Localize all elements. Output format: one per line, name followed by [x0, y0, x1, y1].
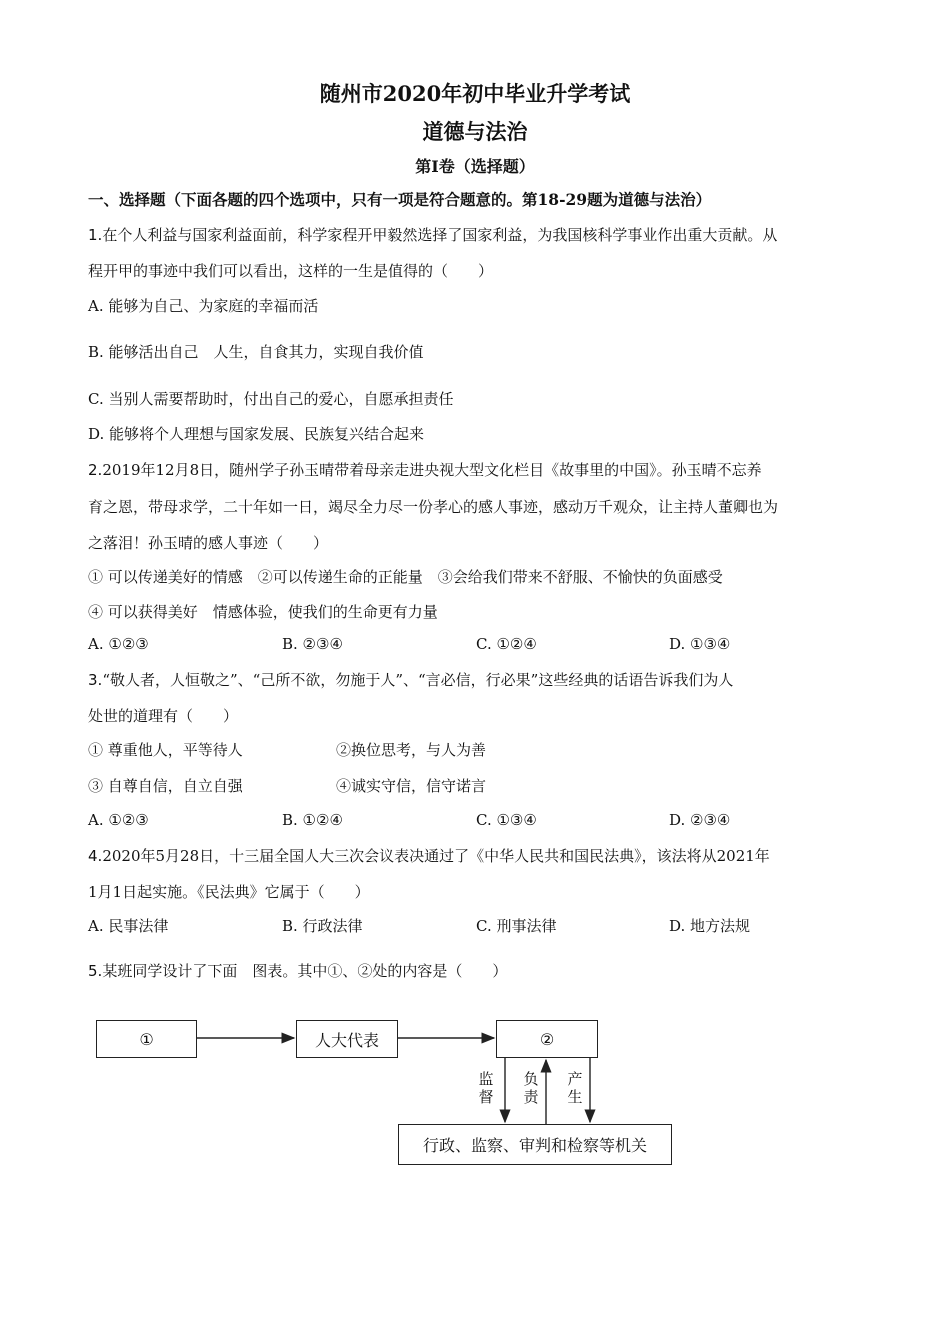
question-number: 4.: [88, 847, 103, 865]
question-text: 2019年12月8日，随州学子孙玉晴带着母亲走进央视大型文化栏目《故事里的中国》。孙玉晴不忘养: [102, 461, 762, 479]
choice-c: C. 刑事法律: [476, 917, 557, 935]
question-text: 某班同学设计了下面 图表。其中①、②处的内容是（ ）: [102, 962, 508, 980]
statement-3: ③ 自尊自信，自立自强: [88, 777, 243, 795]
choice-d: D. 地方法规: [669, 917, 751, 935]
question-text: “敬人者，人恒敬之”、“己所不欲，勿施于人”、“言必信，行必果”这些经典的话语告诉我们为人: [102, 671, 734, 689]
question-text-line: 处世的道理有（ ）: [88, 707, 239, 725]
question-number: 3.: [88, 671, 103, 689]
blank-box-1: ①: [96, 1020, 197, 1058]
deputies-box: 人大代表: [296, 1020, 398, 1058]
question-number: 1.: [88, 226, 103, 244]
section-heading: 一、选择题（下面各题的四个选项中，只有一项是符合题意的。第18-29题为道德与法治）: [88, 190, 712, 209]
choice-d: D. ②③④: [669, 811, 731, 829]
statement-1: ① 尊重他人，平等待人: [88, 741, 243, 759]
question-3: [88, 669, 733, 690]
choice-a: A. ①②③: [88, 811, 149, 829]
statement-line: ① 可以传递美好的情感 ②可以传递生命的正能量 ③会给我们带来不舒服、不愉快的负面感受: [88, 568, 723, 586]
choice-c: C. ①②④: [476, 635, 537, 653]
question-number: 2.: [88, 461, 103, 479]
choice-a: A. 民事法律: [88, 917, 169, 935]
question-text-line: 1月1日起实施。《民法典》它属于（ ）: [88, 883, 370, 901]
choice-a: A. ①②③: [88, 635, 149, 653]
statement-line: ④ 可以获得美好 情感体验，使我们的生命更有力量: [88, 603, 438, 621]
label-supervise: 监督: [478, 1070, 494, 1106]
question-5: [88, 960, 507, 981]
exam-title: 随州市2020年初中毕业升学考试: [319, 81, 631, 106]
subject-title: 道德与法治: [422, 119, 528, 144]
label-responsible: 负责: [523, 1070, 539, 1106]
option-c: C. 当别人需要帮助时，付出自己的爱心，自愿承担责任: [88, 390, 454, 408]
question-number: 5.: [88, 962, 103, 980]
label-produce: 产生: [567, 1070, 583, 1106]
statement-4: ④诚实守信，信守诺言: [336, 777, 487, 795]
state-organs-box: 行政、监察、审判和检察等机关: [398, 1124, 672, 1165]
blank-box-2: ②: [496, 1020, 598, 1058]
question-text: 在个人利益与国家利益面前，科学家程开甲毅然选择了国家利益，为我国核科学事业作出重大贡献。从: [102, 226, 778, 244]
question-1: [88, 224, 777, 245]
option-a: A. 能够为自己、为家庭的幸福而活: [88, 297, 319, 315]
question-4: [88, 845, 770, 866]
question-text: 2020年5月28日，十三届全国人大三次会议表决通过了《中华人民共和国民法典》，该法将从2021年: [102, 847, 770, 865]
option-b: B. 能够活出自己 人生，自食其力，实现自我价值: [88, 343, 424, 361]
statement-2: ②换位思考，与人为善: [336, 741, 487, 759]
volume-title: 第Ⅰ卷（选择题）: [415, 157, 535, 176]
question-text-line: 程开甲的事迹中我们可以看出，这样的一生是值得的（ ）: [88, 262, 494, 280]
choice-b: B. 行政法律: [282, 917, 363, 935]
choice-b: B. ②③④: [282, 635, 343, 653]
choice-b: B. ①②④: [282, 811, 343, 829]
question-text-line: 之落泪！孙玉晴的感人事迹（ ）: [88, 534, 329, 552]
question-text-line: 育之恩，带母求学，二十年如一日，竭尽全力尽一份孝心的感人事迹，感动万千观众，让主持人董卿也为: [88, 498, 779, 516]
question-2: [88, 459, 762, 480]
choice-c: C. ①③④: [476, 811, 537, 829]
option-d: D. 能够将个人理想与国家发展、民族复兴结合起来: [88, 425, 425, 443]
choice-d: D. ①③④: [669, 635, 731, 653]
